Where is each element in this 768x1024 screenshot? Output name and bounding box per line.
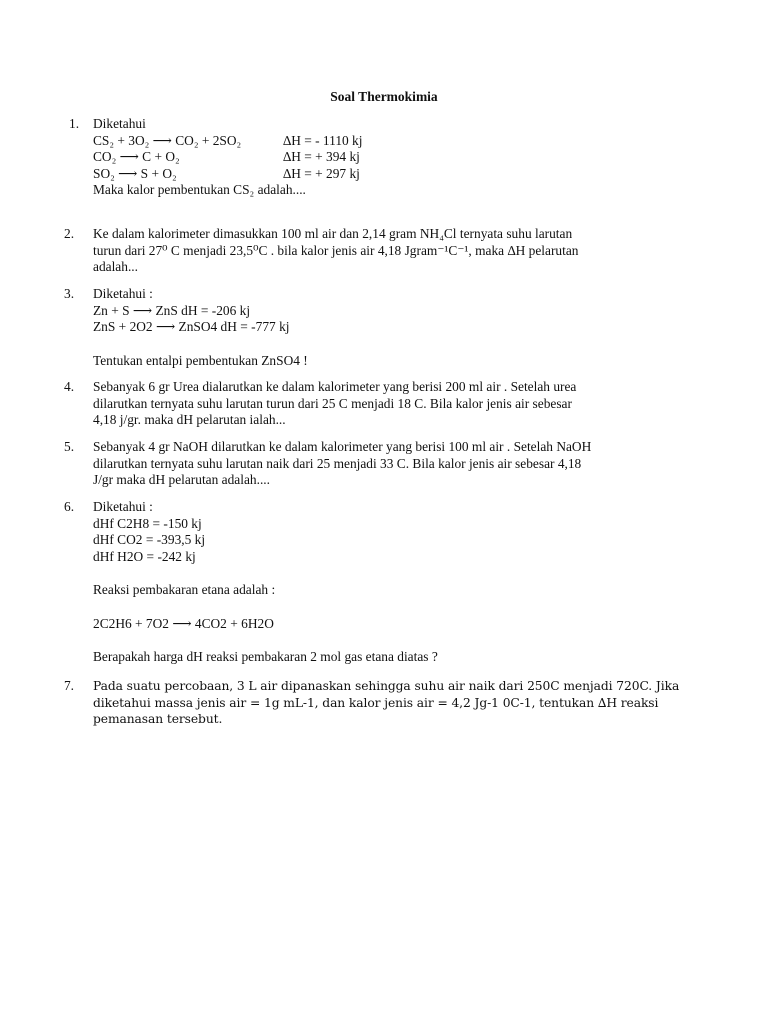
reaction-equation: CO₂ ⟶ C + O₂: [93, 149, 180, 164]
given-line: dHf C2H8 = -150 kj: [93, 515, 202, 531]
reaction-line: [93, 166, 653, 183]
question-text-line: turun dari 27⁰ C menjadi 23,5⁰C . bila kalor jenis air 4,18 Jgram⁻¹C⁻¹, maka ∆H pelarutan: [93, 242, 579, 258]
question-body: [93, 678, 680, 728]
question-number: 7.: [64, 678, 74, 693]
question-body: [93, 379, 653, 429]
reaction-line: ZnS + 2O2 ⟶ ZnSO4 dH = -777 kj: [93, 319, 290, 334]
question-text-line: pemanasan tersebut.: [93, 712, 223, 726]
blank-line: [93, 565, 653, 582]
question-text-line: Pada suatu percobaan, 3 L air dipanaskan sehingga suhu air naik dari 250C menjadi 720C. Jika: [93, 679, 680, 693]
question-intro: Diketahui :: [93, 499, 153, 514]
question-number: 5.: [64, 439, 75, 454]
reaction-equation: CS₂ + 3O₂ ⟶ CO₂ + 2SO₂: [93, 132, 242, 148]
question-text-line: Sebanyak 6 gr Urea dialarutkan ke dalam kalorimeter yang berisi 200 ml air . Setelah urea: [93, 379, 577, 394]
question-body: [93, 226, 653, 276]
question-number: 4.: [64, 379, 75, 394]
enthalpy-value: ∆H = + 297 kj: [283, 165, 360, 181]
given-line: dHf H2O = -242 kj: [93, 548, 196, 564]
given-line: dHf CO2 = -393,5 kj: [93, 532, 206, 547]
question-text-line: dilarutkan ternyata suhu larutan turun dari 25 C menjadi 18 C. Bila kalor jenis air sebesar: [93, 395, 572, 411]
blank-line: [93, 336, 653, 353]
reaction-line: Zn + S ⟶ ZnS dH = -206 kj: [93, 302, 251, 318]
question-number: 2.: [64, 226, 75, 241]
question-number: 1.: [69, 116, 80, 131]
question-number: 3.: [64, 286, 75, 301]
blank-line: [93, 632, 653, 649]
reaction-line: [93, 133, 653, 150]
reaction-line: [93, 149, 653, 166]
question-text-line: diketahui massa jenis air = 1g mL-1, dan kalor jenis air = 4,2 Jg-1 0C-1, tentukan ∆H reaksi: [93, 695, 659, 710]
question-ask: Tentukan entalpi pembentukan ZnSO4 !: [93, 352, 308, 368]
question-text-line: dilarutkan ternyata suhu larutan naik dari 25 menjadi 33 C. Bila kalor jenis air sebesar 4,18: [93, 455, 582, 471]
question-text-line: J/gr maka dH pelarutan adalah....: [93, 472, 270, 487]
reaction-equation: SO₂ ⟶ S + O₂: [93, 165, 177, 181]
question-intro: Diketahui: [93, 116, 146, 131]
reaction-line: 2C2H6 + 7O2 ⟶ 4CO2 + 6H2O: [93, 615, 274, 631]
question-ask: Maka kalor pembentukan CS₂ adalah....: [93, 182, 306, 197]
page-title: Soal Thermokimia: [330, 89, 438, 104]
question-intro: Diketahui :: [93, 286, 153, 301]
enthalpy-value: ∆H = - 1110 kj: [283, 132, 363, 148]
question-text-line: 4,18 j/gr. maka dH pelarutan ialah...: [93, 412, 286, 427]
enthalpy-value: ∆H = + 394 kj: [283, 149, 360, 164]
question-body: [93, 286, 653, 369]
blank-line: [93, 599, 653, 616]
question-body: [93, 499, 653, 666]
question-text-line: adalah...: [93, 259, 138, 274]
question-body: [93, 116, 653, 199]
question-text-line: Ke dalam kalorimeter dimasukkan 100 ml air dan 2,14 gram NH₄Cl ternyata suhu larutan: [93, 226, 573, 241]
question-ask: Berapakah harga dH reaksi pembakaran 2 mol gas etana diatas ?: [93, 649, 438, 664]
question-text-line: Reaksi pembakaran etana adalah :: [93, 582, 276, 597]
question-number: 6.: [64, 499, 75, 514]
question-body: [93, 439, 653, 489]
question-text-line: Sebanyak 4 gr NaOH dilarutkan ke dalam kalorimeter yang berisi 100 ml air . Setelah NaOH: [93, 439, 592, 454]
